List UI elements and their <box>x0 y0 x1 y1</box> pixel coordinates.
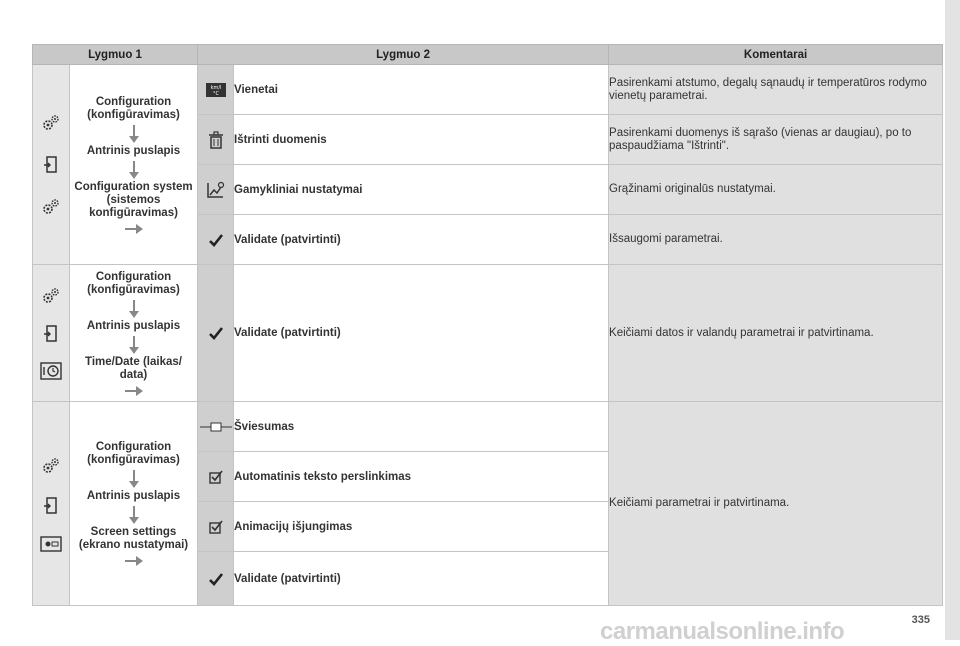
comment-cell: Keičiami datos ir valandų parametrai ir patvirtinama. <box>609 265 943 402</box>
checkmark-icon <box>208 325 224 341</box>
comment-cell: Pasirenkami atstumo, degalų sąnaudų ir temperatūros rodymo vienetų parametrai. <box>609 65 943 115</box>
arrow-right-icon <box>125 224 143 234</box>
arrow-right-icon <box>125 386 143 396</box>
sub-page-icon <box>40 154 62 176</box>
level1-step: Configuration (konfigūravimas) <box>87 441 180 466</box>
level1-step: Antrinis puslapis <box>86 144 181 157</box>
comment-cell: Pasirenkami duomenys iš sąrašo (vienas ar daugiau), po to paspaudžiama "Ištrinti". <box>609 115 943 165</box>
table-row <box>33 265 943 402</box>
svg-text:°C: °C <box>212 90 219 97</box>
level2-label: Validate (patvirtinti) <box>234 552 609 606</box>
watermark: carmanualsonline.info <box>600 618 845 645</box>
level1-steps-cell <box>70 265 198 402</box>
header-level2: Lygmuo 2 <box>198 45 609 65</box>
level2-label: Validate (patvirtinti) <box>234 265 609 402</box>
header-row <box>33 45 943 65</box>
gear-icon <box>40 196 62 218</box>
level2-label: Validate (patvirtinti) <box>234 215 609 265</box>
gear-icon <box>40 455 62 477</box>
checkmark-icon <box>208 232 224 248</box>
checkbox-icon <box>209 520 223 534</box>
level1-steps-cell <box>70 65 198 265</box>
level2-icon-cell <box>198 165 234 215</box>
arrow-down-icon <box>129 336 139 354</box>
units-icon <box>205 82 227 98</box>
level2-icon-cell <box>198 115 234 165</box>
page-number: 335 <box>911 614 930 626</box>
level1-step: Time/Date (laikas/ data) <box>85 355 182 381</box>
level2-icon-cell <box>198 265 234 402</box>
checkbox-icon <box>209 470 223 484</box>
screen-icon <box>40 535 62 553</box>
level2-icon-cell <box>198 402 234 452</box>
level1-icons-cell <box>33 402 70 606</box>
arrow-down-icon <box>129 300 139 318</box>
level2-label: Gamykliniai nustatymai <box>234 165 609 215</box>
side-strip <box>945 0 960 640</box>
level2-icon-cell <box>198 502 234 552</box>
level2-icon-cell <box>198 452 234 502</box>
level2-label: Šviesumas <box>234 402 609 452</box>
comment-cell: Grąžinami originalūs nustatymai. <box>609 165 943 215</box>
arrow-down-icon <box>129 506 139 524</box>
header-level1: Lygmuo 1 <box>33 45 198 65</box>
sub-page-icon <box>40 495 62 517</box>
level1-icons-cell <box>33 65 70 265</box>
table-row <box>33 402 943 452</box>
header-comments: Komentarai <box>609 45 943 65</box>
level1-steps-cell <box>70 402 198 606</box>
arrow-down-icon <box>129 470 139 488</box>
level1-step: Antrinis puslapis <box>86 319 181 332</box>
arrow-right-icon <box>125 556 143 566</box>
level2-label: Ištrinti duomenis <box>234 115 609 165</box>
level1-icons-cell <box>33 265 70 402</box>
level2-icon-cell <box>198 552 234 606</box>
factory-reset-icon <box>206 180 226 200</box>
level1-step: Screen settings (ekrano nustatymai) <box>78 526 189 551</box>
level1-step: Antrinis puslapis <box>86 490 181 502</box>
clock-icon <box>40 361 62 381</box>
level1-step: Configuration system (sistemos konfigūravimas) <box>74 180 193 219</box>
brightness-slider-icon <box>199 421 233 433</box>
table-row <box>33 65 943 115</box>
svg-text:km/l: km/l <box>210 84 221 91</box>
gear-icon <box>40 112 62 134</box>
sub-page-icon <box>40 323 62 345</box>
level2-icon-cell <box>198 215 234 265</box>
settings-table <box>32 44 943 606</box>
comment-cell: Keičiami parametrai ir patvirtinama. <box>609 402 943 606</box>
trash-icon <box>206 130 226 150</box>
level2-label: Animacijų išjungimas <box>234 502 609 552</box>
level1-step: Configuration (konfigūravimas) <box>87 270 180 296</box>
level2-label: Automatinis teksto perslinkimas <box>234 452 609 502</box>
level2-label: Vienetai <box>234 65 609 115</box>
checkmark-icon <box>208 571 224 587</box>
level1-step: Configuration (konfigūravimas) <box>87 95 180 121</box>
arrow-down-icon <box>129 161 139 179</box>
level2-icon-cell <box>198 65 234 115</box>
comment-cell: Išsaugomi parametrai. <box>609 215 943 265</box>
arrow-down-icon <box>129 125 139 143</box>
gear-icon <box>40 285 62 307</box>
